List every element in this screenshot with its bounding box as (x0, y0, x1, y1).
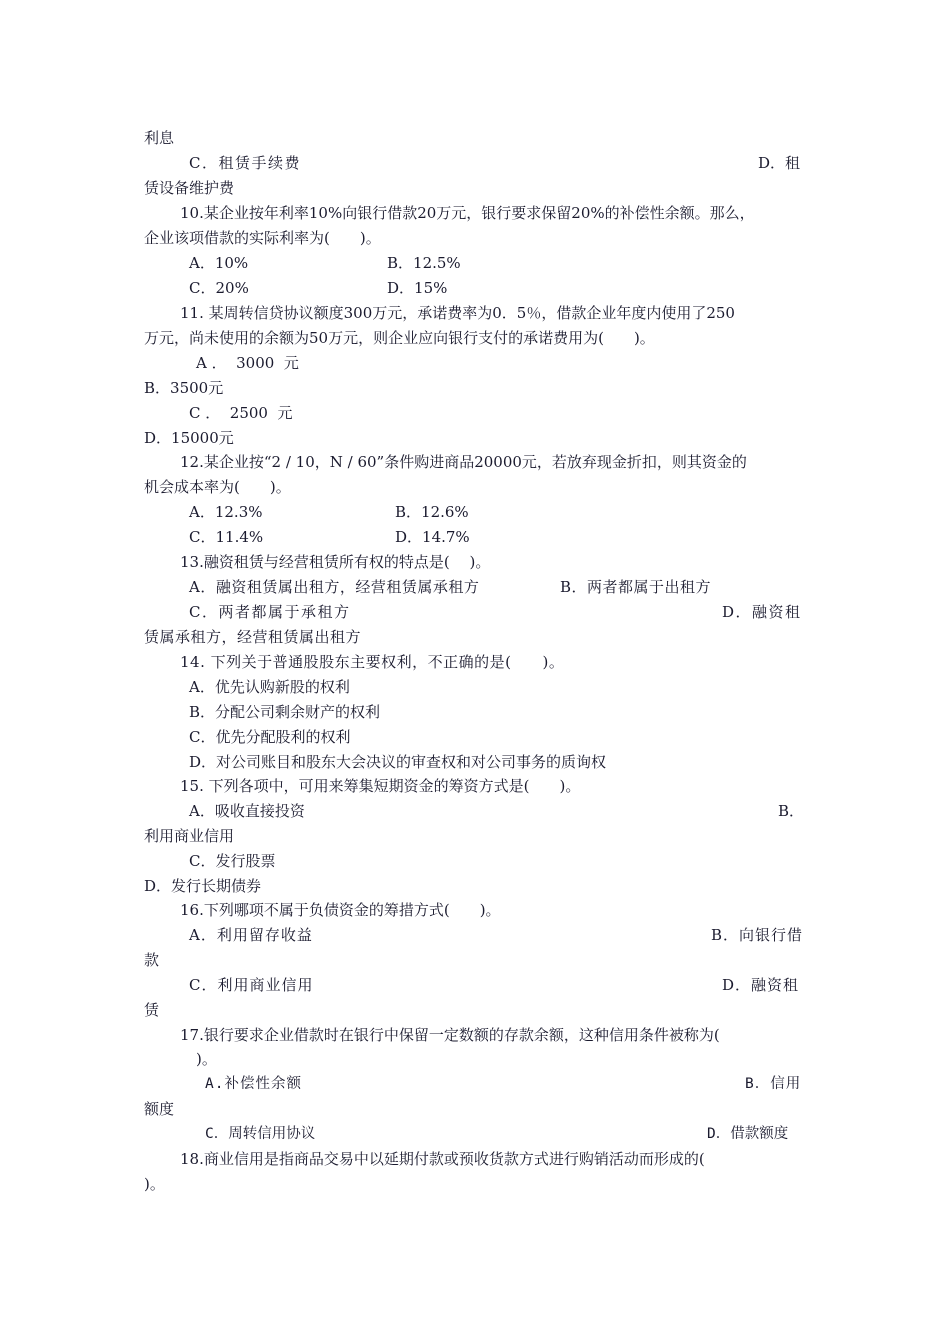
text-line (0, 475, 950, 499)
option-b: B．向银行借 (711, 926, 804, 944)
line-text: )。 (196, 1050, 217, 1068)
option-line (0, 251, 950, 275)
question-text: 12.某企业按“2 / 10，N / 60”条件购进商品20000元，若放弃现金折扣，则其资金的 (180, 453, 747, 471)
line-text: 万元，尚未使用的余额为50万元，则企业应向银行支付的承诺费用为( )。 (144, 329, 655, 347)
question-14 (0, 650, 950, 674)
text-line (0, 126, 950, 150)
question-text: 17.银行要求企业借款时在银行中保留一定数额的存款余额，这种信用条件被称为( (180, 1026, 720, 1044)
question-10 (0, 201, 950, 225)
option-line (0, 276, 950, 300)
text-line (0, 176, 950, 200)
question-text: 13.融资租赁与经营租赁所有权的特点是( )。 (180, 553, 491, 571)
option-line (0, 923, 950, 947)
text-line (0, 226, 950, 250)
option-c: C．20% (189, 279, 249, 297)
option-line (0, 500, 950, 524)
text-line (0, 948, 950, 972)
text-line (0, 1097, 950, 1121)
question-13 (0, 550, 950, 574)
question-15 (0, 774, 950, 798)
text-line (0, 824, 950, 848)
text-line (0, 1172, 950, 1196)
question-16 (0, 898, 950, 922)
option-line (0, 525, 950, 549)
option-b: B．12.6% (395, 503, 469, 521)
question-text: 16.下列哪项不属于负债资金的筹措方式( )。 (180, 901, 501, 919)
text-line (0, 326, 950, 350)
option-b: B． (778, 802, 805, 820)
option-c: C．11.4% (189, 528, 264, 546)
option-c: C．两者都属于承租方 (189, 603, 351, 621)
option-line (0, 799, 950, 823)
line-text: 赁属承租方，经营租赁属出租方 (144, 628, 362, 646)
option-line (0, 575, 950, 599)
option-a: A ． 3000 元 (196, 354, 299, 372)
text-line (0, 998, 950, 1022)
option-b: B．12.5% (387, 254, 461, 272)
question-11 (0, 301, 950, 325)
question-17 (0, 1023, 950, 1047)
option-d: D．15000元 (144, 429, 234, 447)
option-d: D．融资租 (722, 976, 800, 994)
option-c: C．租赁手续费 (189, 154, 301, 172)
text-line (0, 1047, 950, 1071)
question-text: 18.商业信用是指商品交易中以延期付款或预收货款方式进行购销活动而形成的( (180, 1150, 705, 1168)
option-line (0, 151, 950, 175)
option-line (0, 1072, 950, 1096)
question-text: 11. 某周转信贷协议额度300万元，承诺费率为0．5％，借款企业年度内使用了250 (180, 304, 735, 322)
option-line (0, 401, 950, 425)
option-c: C ． 2500 元 (189, 404, 293, 422)
line-text: 利息 (144, 129, 175, 147)
option-line (0, 600, 950, 624)
option-line (0, 700, 950, 724)
option-line (0, 874, 950, 898)
option-a: A．10% (189, 254, 249, 272)
option-a: A.补偿性余额 (205, 1076, 302, 1092)
option-b: B．分配公司剩余财产的权利 (189, 703, 381, 721)
line-text: )。 (144, 1175, 165, 1193)
text-line (0, 625, 950, 649)
option-d: D．借款额度 (707, 1126, 789, 1142)
option-a: A．利用留存收益 (189, 926, 313, 944)
option-line (0, 1122, 950, 1146)
option-line (0, 376, 950, 400)
option-b: B．两者都属于出租方 (560, 578, 712, 596)
option-d: D．租 (758, 154, 801, 172)
option-line (0, 675, 950, 699)
option-a: A．融资租赁属出租方，经营租赁属承租方 (189, 578, 480, 596)
option-d: D．对公司账目和股东大会决议的审查权和对公司事务的质询权 (189, 753, 607, 771)
line-text: 赁设备维护费 (144, 179, 235, 197)
question-text: 15. 下列各项中，可用来筹集短期资金的筹资方式是( )。 (180, 777, 581, 795)
question-text: 10.某企业按年利率10%向银行借款20万元，银行要求保留20%的补偿性余额。那么， (180, 204, 755, 222)
line-text: 赁 (144, 1001, 160, 1019)
option-d: D．15% (387, 279, 448, 297)
question-18 (0, 1147, 950, 1171)
line-text: 款 (144, 951, 160, 969)
option-c: C．发行股票 (189, 852, 276, 870)
option-b: B．信用 (745, 1076, 802, 1092)
option-d: D．融资租 (722, 603, 802, 621)
option-line (0, 750, 950, 774)
option-d: D．发行长期债券 (144, 877, 262, 895)
line-text: 利用商业信用 (144, 827, 235, 845)
option-a: A．吸收直接投资 (189, 802, 305, 820)
option-line (0, 426, 950, 450)
option-a: A．优先认购新股的权利 (189, 678, 350, 696)
option-c: C．利用商业信用 (189, 976, 314, 994)
option-line (0, 725, 950, 749)
option-line (0, 973, 950, 997)
option-b: B．3500元 (144, 379, 224, 397)
option-c: C．周转信用协议 (205, 1126, 316, 1142)
option-d: D．14.7% (395, 528, 470, 546)
option-line (0, 351, 950, 375)
line-text: 机会成本率为( )。 (144, 478, 291, 496)
line-text: 额度 (144, 1100, 175, 1118)
option-c: C．优先分配股利的权利 (189, 728, 351, 746)
question-12 (0, 450, 950, 474)
question-text: 14. 下列关于普通股股东主要权利，不正确的是( )。 (180, 653, 565, 671)
line-text: 企业该项借款的实际利率为( )。 (144, 229, 381, 247)
option-a: A．12.3% (189, 503, 263, 521)
option-line (0, 849, 950, 873)
